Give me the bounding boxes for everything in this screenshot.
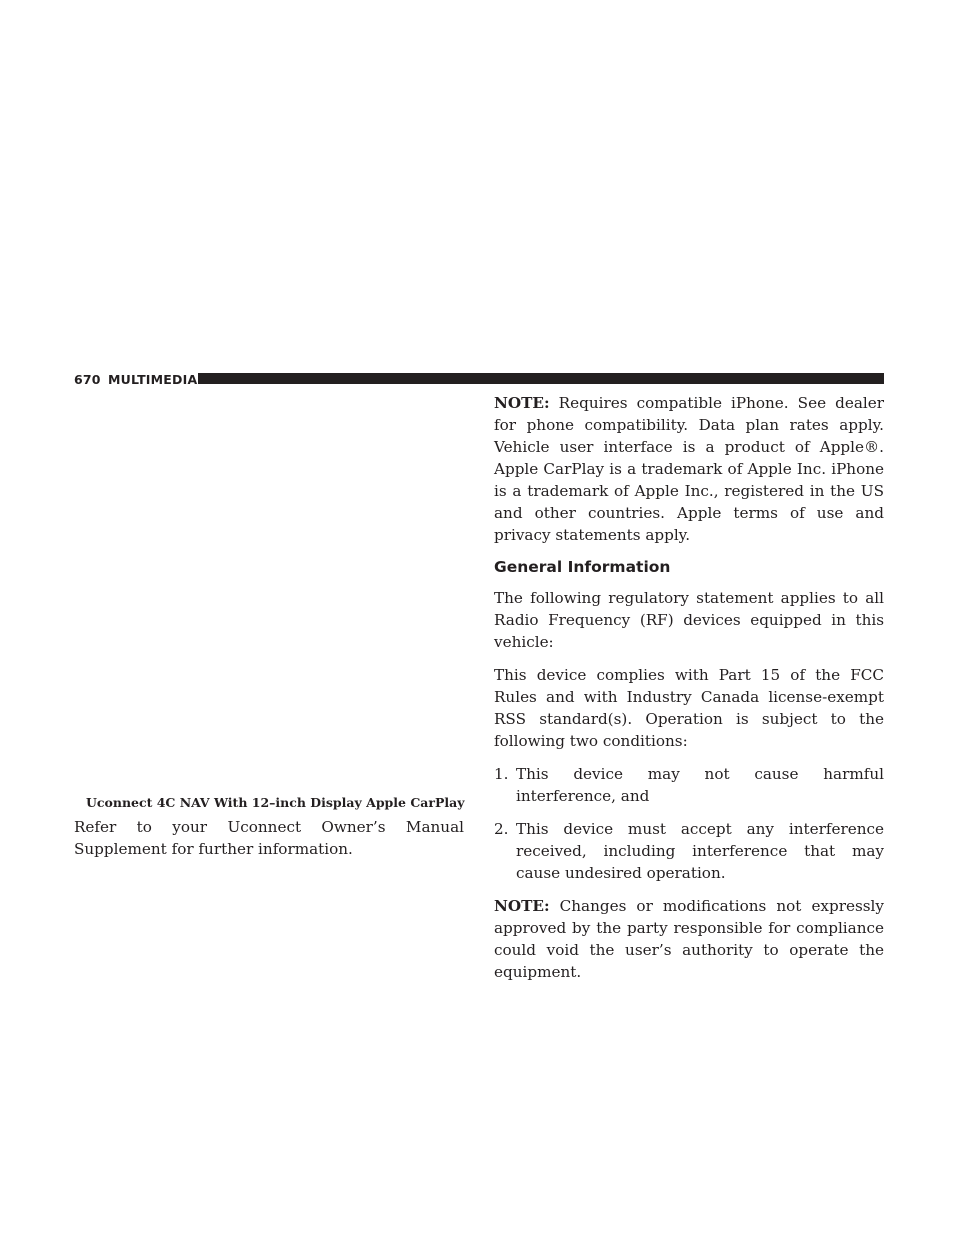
note-label: NOTE: bbox=[494, 394, 550, 412]
list-text: This device may not cause harmful interference, and bbox=[516, 765, 884, 805]
note-modifications bbox=[494, 895, 884, 983]
list-text: This device must accept any interference received, including interference that may cause undesired operation. bbox=[516, 820, 884, 882]
right-column bbox=[494, 392, 884, 994]
section-title: MULTIMEDIA bbox=[108, 372, 198, 387]
list-number: 1. bbox=[494, 765, 509, 783]
note-label: NOTE: bbox=[494, 897, 550, 915]
note-compatibility bbox=[494, 392, 884, 546]
supplement-paragraph: Refer to your Uconnect Owner’s Manual Supplement for further information. bbox=[74, 818, 464, 858]
page-header bbox=[74, 371, 884, 387]
page-number: 670 bbox=[74, 372, 101, 387]
figure-caption: Uconnect 4C NAV With 12–inch Display Apple CarPlay bbox=[86, 795, 465, 810]
header-rule bbox=[198, 373, 884, 384]
fcc-paragraph: This device complies with Part 15 of the FCC Rules and with Industry Canada license-exempt RSS standard(s). Operation is subject to the following two conditions: bbox=[494, 666, 884, 750]
note-text: Changes or modifications not expressly approved by the party responsible for compliance could void the user’s authority to operate the equipment. bbox=[494, 897, 884, 981]
list-item bbox=[494, 763, 884, 807]
list-number: 2. bbox=[494, 820, 509, 838]
section-heading: General Information bbox=[494, 558, 671, 576]
regulatory-paragraph: The following regulatory statement applies to all Radio Frequency (RF) devices equipped in this vehicle: bbox=[494, 589, 884, 651]
list-item bbox=[494, 818, 884, 884]
note-text: Requires compatible iPhone. See dealer for phone compatibility. Data plan rates apply. Vehicle user interface is a product of Apple®. Apple CarPlay is a trademark of Apple Inc. iPhone is a trademark of Apple Inc., registered in the US and other countries. Apple terms of use and privacy statements apply. bbox=[494, 394, 884, 544]
